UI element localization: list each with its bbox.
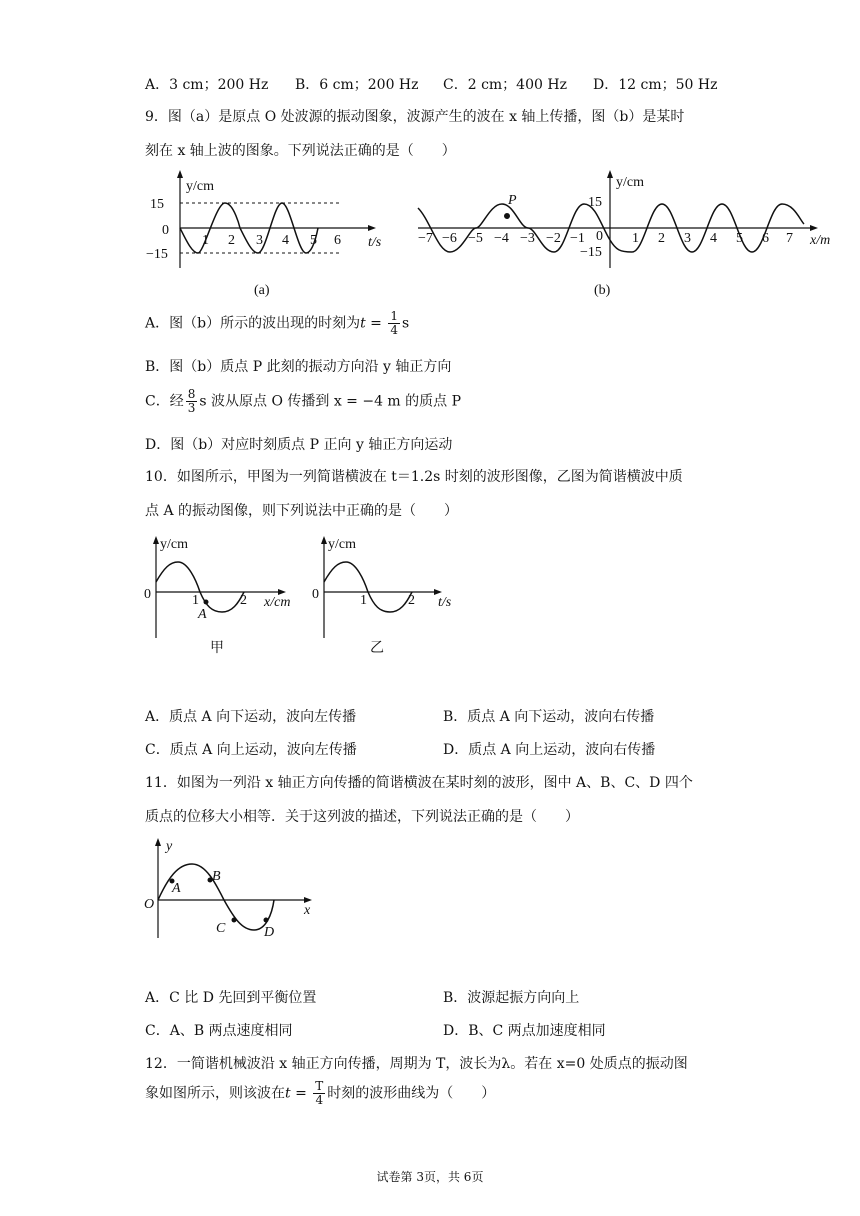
fig-ylabel: y xyxy=(166,839,173,854)
fig-b-ytick-top: 15 xyxy=(588,195,602,210)
q9-stem-line2: 刻在 x 轴上波的图象。下列说法正确的是（ ） xyxy=(145,143,456,159)
fig-b-xtick: −2 xyxy=(546,231,561,246)
q10-option-d: D．质点 A 向上运动，波向右传播 xyxy=(443,742,656,758)
fig-label-d: D xyxy=(264,925,275,940)
fig-xlabel: x xyxy=(304,903,311,918)
fig-jia-xlabel: x/cm xyxy=(264,595,291,610)
fig-yi-xtick: 1 xyxy=(360,593,367,608)
fig-a-caption: (a) xyxy=(254,283,270,298)
fig-label-c: C xyxy=(216,921,226,936)
fig-a-xtick: 3 xyxy=(256,233,263,248)
fig-yi-xlabel: t/s xyxy=(438,595,452,610)
q10-stem-line1: 10．如图所示，甲图为一列简谐横波在 t＝1.2s 时刻的波形图像，乙图为简谐横波中质 xyxy=(145,469,683,485)
fig-a-ytick-zero: 0 xyxy=(162,223,169,238)
fig-a-xtick: 2 xyxy=(228,233,235,248)
q11-option-a: A．C 比 D 先回到平衡位置 xyxy=(145,990,317,1006)
fig-b-ylabel: y/cm xyxy=(616,175,644,190)
fig-point-d xyxy=(264,918,269,923)
fig-jia-xtick: 1 xyxy=(192,593,199,608)
q9-stem-line1: 9．图（a）是原点 O 处波源的振动图象，波源产生的波在 x 轴上传播，图（b）是某时 xyxy=(145,109,685,125)
fig-b-xtick: −6 xyxy=(442,231,457,246)
q9-option-d: D．图（b）对应时刻质点 P 正向 y 轴正方向运动 xyxy=(145,437,453,453)
q8-option-d: D．12 cm；50 Hz xyxy=(593,77,718,93)
fig-jia-ylabel: y/cm xyxy=(160,537,188,552)
fig-b-xtick: −7 xyxy=(418,231,433,246)
q10-option-c: C．质点 A 向上运动，波向左传播 xyxy=(145,742,357,758)
fig-b-ytick-bottom: −15 xyxy=(580,245,602,260)
q9-figure-a xyxy=(140,168,400,298)
fig-b-point-p xyxy=(504,213,510,219)
q12-stem-line2: 象如图所示，则该波在t = $\frac{T}{4}$ 时刻的波形曲线为（ ） xyxy=(145,1079,496,1107)
page-footer: 试卷第 3页，共 6页 xyxy=(376,1170,484,1184)
q9-figure-b xyxy=(410,168,850,298)
fig-b-xtick: 4 xyxy=(710,231,717,246)
fig-point-c xyxy=(232,918,237,923)
q11-stem-line1: 11．如图为一列沿 x 轴正方向传播的简谐横波在某时刻的波形，图中 A、B、C、D 四个 xyxy=(145,775,693,791)
fig-jia-point-label: A xyxy=(198,607,207,622)
fig-b-xtick: 1 xyxy=(632,231,639,246)
q10-option-b: B．质点 A 向下运动，波向右传播 xyxy=(443,709,655,725)
fig-jia-origin: 0 xyxy=(144,587,151,602)
fig-a-xtick: 5 xyxy=(310,233,317,248)
q9-option-a: A．图（b）所示的波出现的时刻为t = $\frac{1}{4}$ s xyxy=(145,309,410,337)
fig-b-caption: (b) xyxy=(594,283,611,298)
q11-option-d: D．B、C 两点加速度相同 xyxy=(443,1023,606,1039)
fig-yi-origin: 0 xyxy=(312,587,319,602)
fig-jia-point-a xyxy=(204,600,209,605)
fig-b-point-label: P xyxy=(508,193,517,208)
fig-yi-xtick: 2 xyxy=(408,593,415,608)
q11-option-c: C．A、B 两点速度相同 xyxy=(145,1023,293,1039)
q11-figure xyxy=(140,834,330,944)
q8-option-b: B．6 cm；200 Hz xyxy=(295,77,419,93)
fig-b-xlabel: x/m xyxy=(810,233,831,248)
q10-option-a: A．质点 A 向下运动，波向左传播 xyxy=(145,709,357,725)
q12-stem-line1: 12．一简谐机械波沿 x 轴正方向传播，周期为 T，波长为λ。若在 x=0 处质点的振动图 xyxy=(145,1056,688,1072)
fig-label-a: A xyxy=(172,881,181,896)
fig-a-xtick: 1 xyxy=(202,233,209,248)
fig-yi-caption: 乙 xyxy=(370,641,384,656)
fig-b-xtick: −3 xyxy=(520,231,535,246)
fig-b-xtick: −1 xyxy=(570,231,585,246)
q9-option-c: C．经 $\frac{8}{3}$ s 波从原点 O 传播到 x = −4 m 的质点 P xyxy=(145,387,462,415)
fig-a-ylabel: y/cm xyxy=(186,179,214,194)
fig-b-ytick-zero: 0 xyxy=(596,229,603,244)
q10-stem-line2: 点 A 的振动图像，则下列说法中正确的是（ ） xyxy=(145,503,459,519)
fig-b-xtick: 3 xyxy=(684,231,691,246)
fig-b-xtick: −5 xyxy=(468,231,483,246)
fig-b-xtick: 6 xyxy=(762,231,769,246)
q10-figure-yi xyxy=(308,532,468,662)
q8-option-c: C．2 cm；400 Hz xyxy=(443,77,567,93)
q11-option-b: B．波源起振方向向上 xyxy=(443,990,580,1006)
q11-stem-line2: 质点的位移大小相等．关于这列波的描述，下列说法正确的是（ ） xyxy=(145,809,579,825)
fig-a-xtick: 6 xyxy=(334,233,341,248)
fig-a-xtick: 4 xyxy=(282,233,289,248)
q10-figure-jia xyxy=(140,532,310,662)
fig-origin: O xyxy=(144,897,155,912)
fig-jia-caption: 甲 xyxy=(210,641,224,656)
fig-b-xtick: 2 xyxy=(658,231,665,246)
fig-b-xtick: 5 xyxy=(736,231,743,246)
q8-option-a: A．3 cm；200 Hz xyxy=(145,77,269,93)
fig-label-b: B xyxy=(212,869,221,884)
fig-a-ytick-top: 15 xyxy=(150,197,164,212)
fig-a-xlabel: t/s xyxy=(368,235,382,250)
fig-b-xtick: 7 xyxy=(786,231,793,246)
fig-yi-ylabel: y/cm xyxy=(328,537,356,552)
fig-jia-xtick: 2 xyxy=(240,593,247,608)
fig-b-xtick: −4 xyxy=(494,231,509,246)
fig-a-ytick-bottom: −15 xyxy=(146,247,168,262)
q9-option-b: B．图（b）质点 P 此刻的振动方向沿 y 轴正方向 xyxy=(145,359,452,375)
